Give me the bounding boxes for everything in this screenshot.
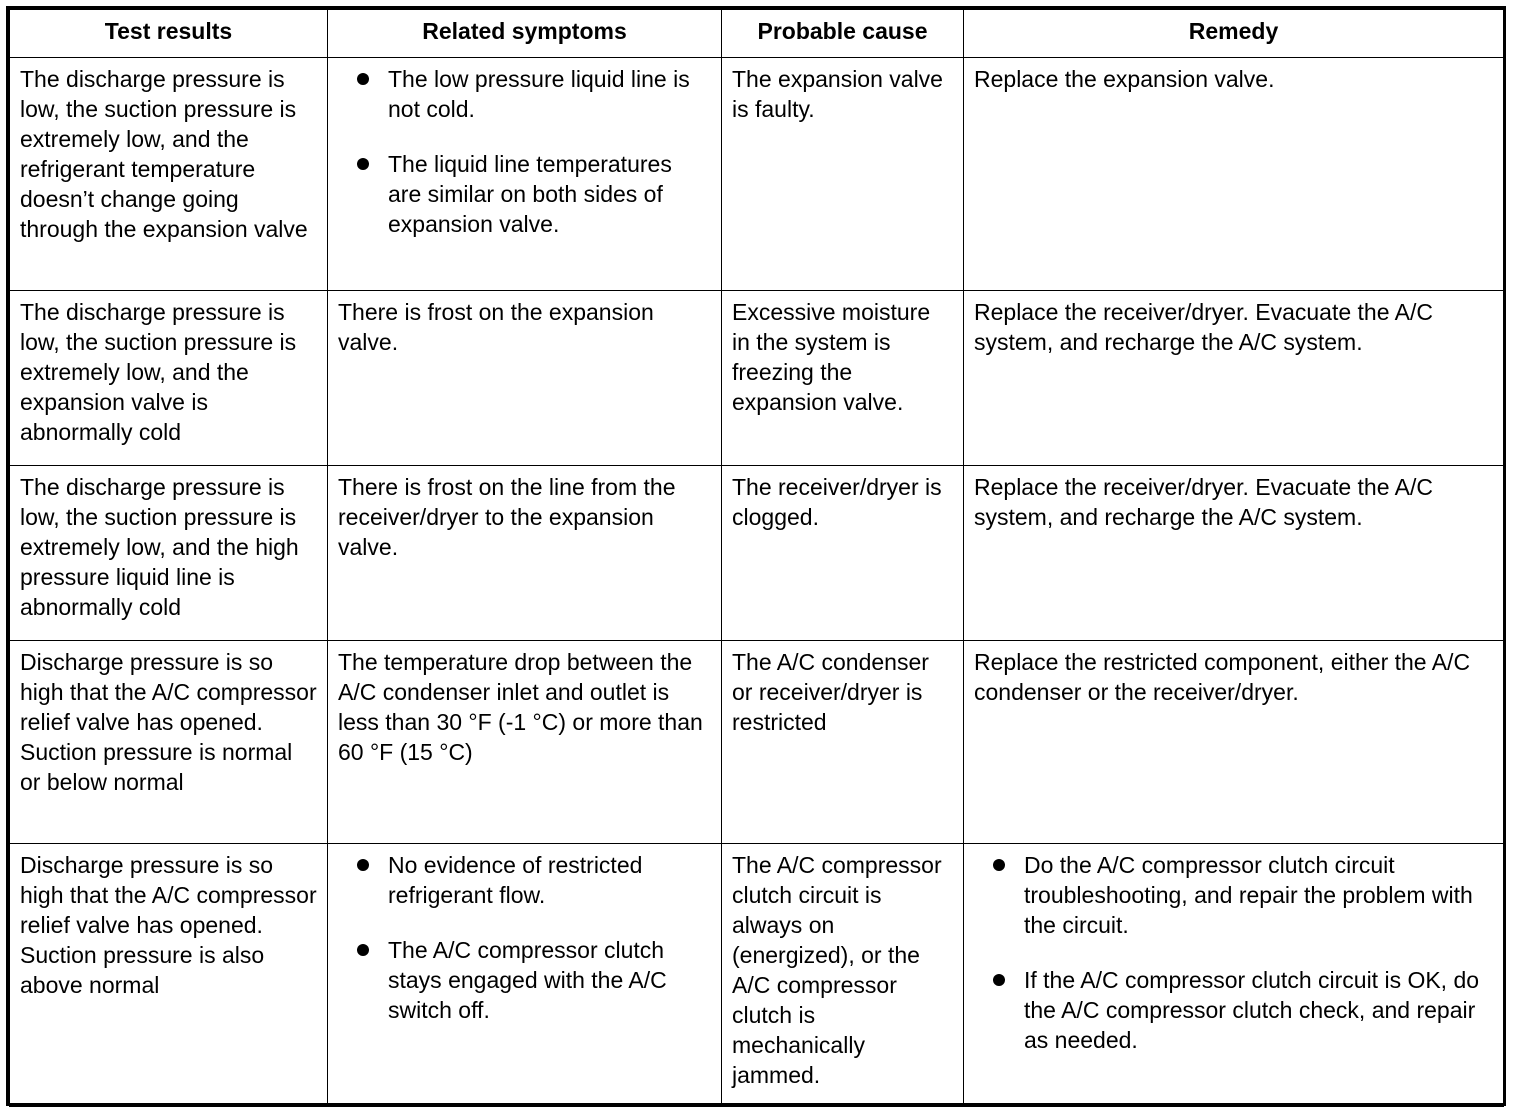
- test-result-cell: Discharge pressure is so high that the A/C compressor relief valve has opened. Suction pressure is normal or below normal: [10, 641, 328, 844]
- test-result-cell: The discharge pressure is low, the suction pressure is extremely low, and the refrigerant temperature doesn’t change going through the expansion valve: [10, 58, 328, 291]
- header-row: [10, 10, 1504, 58]
- list-item: [338, 935, 711, 1025]
- table-row: [10, 641, 1504, 844]
- symptom-text: The A/C compressor clutch stays engaged with the A/C switch off.: [388, 937, 667, 1023]
- table-row: [10, 58, 1504, 291]
- troubleshooting-table-frame: [6, 6, 1506, 1106]
- table-row: [10, 291, 1504, 466]
- cause-cell: The receiver/dryer is clogged.: [722, 466, 964, 641]
- cause-cell: The expansion valve is faulty.: [722, 58, 964, 291]
- symptoms-cell: The temperature drop between the A/C condenser inlet and outlet is less than 30 °F (-1 °C) or more than 60 °F (15 °C): [328, 641, 722, 844]
- symptoms-cell: [328, 844, 722, 1107]
- list-item: [974, 965, 1493, 1055]
- cause-cell: Excessive moisture in the system is freezing the expansion valve.: [722, 291, 964, 466]
- remedy-cell: [964, 844, 1504, 1107]
- remedy-text: Do the A/C compressor clutch circuit troubleshooting, and repair the problem with the circuit.: [1024, 852, 1473, 938]
- symptom-text: The liquid line temperatures are similar on both sides of expansion valve.: [388, 151, 672, 237]
- table-row: [10, 844, 1504, 1107]
- symptoms-cell: [328, 58, 722, 291]
- list-item: [974, 850, 1493, 940]
- test-result-cell: The discharge pressure is low, the suction pressure is extremely low, and the high pressure liquid line is abnormally cold: [10, 466, 328, 641]
- remedy-cell: Replace the expansion valve.: [964, 58, 1504, 291]
- list-item: [338, 64, 711, 124]
- bullet-icon: [357, 859, 369, 871]
- header-related-symptoms: Related symptoms: [328, 10, 722, 58]
- bullet-icon: [357, 73, 369, 85]
- symptom-text: No evidence of restricted refrigerant flow.: [388, 852, 643, 908]
- remedy-cell: Replace the receiver/dryer. Evacuate the A/C system, and recharge the A/C system.: [964, 291, 1504, 466]
- list-item: [338, 149, 711, 239]
- symptoms-list: [338, 64, 711, 239]
- remedy-cell: Replace the restricted component, either the A/C condenser or the receiver/dryer.: [964, 641, 1504, 844]
- test-result-cell: Discharge pressure is so high that the A/C compressor relief valve has opened. Suction pressure is also above normal: [10, 844, 328, 1107]
- symptom-text: The low pressure liquid line is not cold.: [388, 66, 690, 122]
- symptoms-cell: There is frost on the line from the receiver/dryer to the expansion valve.: [328, 466, 722, 641]
- symptoms-list: [338, 850, 711, 1025]
- list-item: [338, 850, 711, 910]
- bullet-icon: [993, 974, 1005, 986]
- header-test-results: Test results: [10, 10, 328, 58]
- bullet-icon: [357, 158, 369, 170]
- remedy-list: [974, 850, 1493, 1055]
- remedy-cell: Replace the receiver/dryer. Evacuate the A/C system, and recharge the A/C system.: [964, 466, 1504, 641]
- bullet-icon: [357, 944, 369, 956]
- header-probable-cause: Probable cause: [722, 10, 964, 58]
- bullet-icon: [993, 859, 1005, 871]
- remedy-text: If the A/C compressor clutch circuit is OK, do the A/C compressor clutch check, and repair as needed.: [1024, 967, 1480, 1053]
- header-remedy: Remedy: [964, 10, 1504, 58]
- table-row: [10, 466, 1504, 641]
- test-result-cell: The discharge pressure is low, the suction pressure is extremely low, and the expansion valve is abnormally cold: [10, 291, 328, 466]
- troubleshooting-table: [9, 9, 1504, 1107]
- cause-cell: The A/C condenser or receiver/dryer is restricted: [722, 641, 964, 844]
- cause-cell: The A/C compressor clutch circuit is always on (energized), or the A/C compressor clutch is mechanically jammed.: [722, 844, 964, 1107]
- symptoms-cell: There is frost on the expansion valve.: [328, 291, 722, 466]
